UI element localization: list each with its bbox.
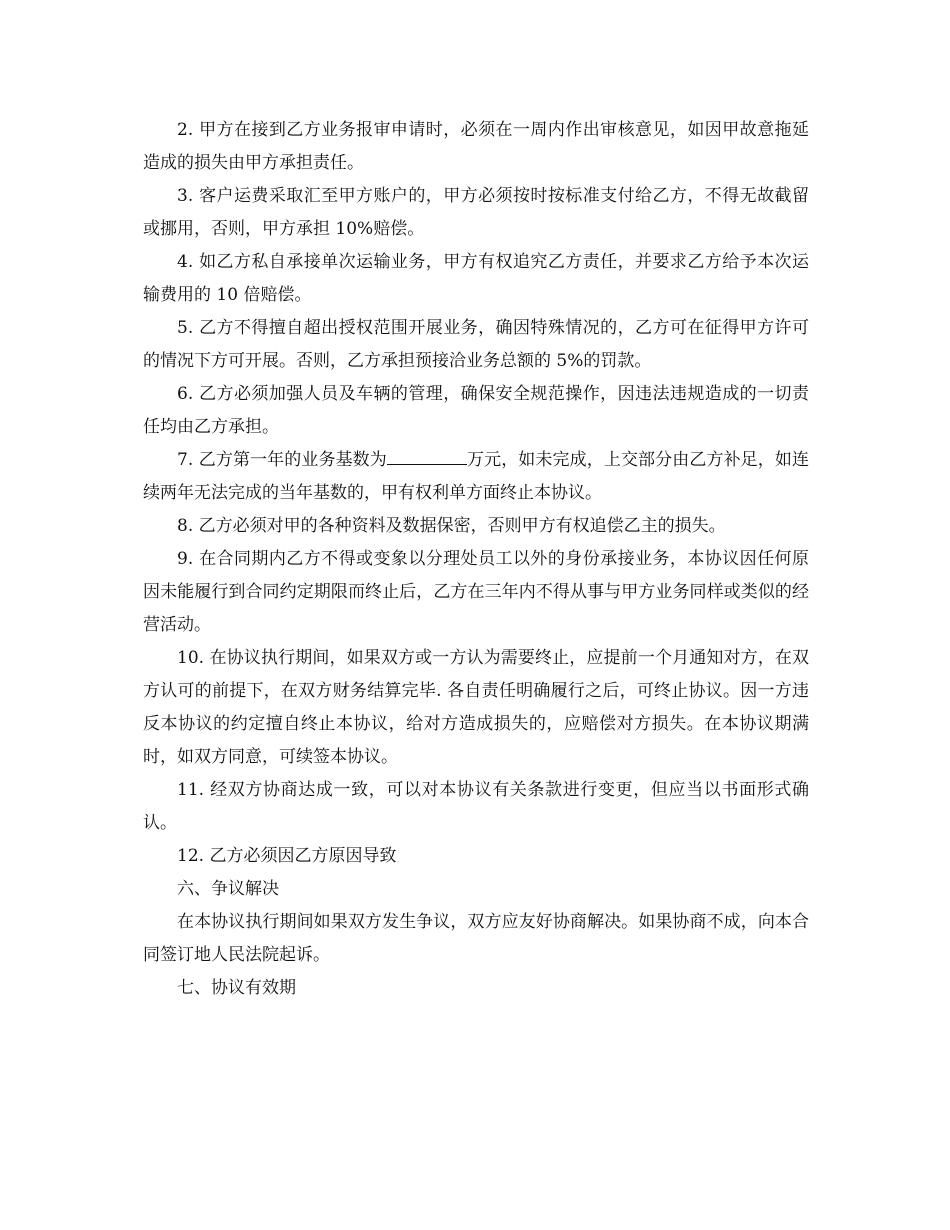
clause-8: 8. 乙方必须对甲的各种资料及数据保密，否则甲方有权追偿乙主的损失。 [177,516,726,536]
clause-4: 4. 如乙方私自承接单次运输业务，甲方有权追究乙方责任，并要求乙方给予本次运输费用的 10 倍赔偿。 [143,252,809,305]
clause-12: 12. 乙方必须因乙方原因导致 [177,846,397,866]
clause-2: 2. 甲方在接到乙方业务报审申请时，必须在一周内作出审核意见，如因甲故意拖延造成的损失由甲方承担责任。 [143,120,809,173]
clause-7-after: 万元，如未完成，上交部分由乙方补足，如连续两年无法完成的当年基数的，甲有权利单方面终止本协议。 [143,450,809,503]
clause-11: 11. 经双方协商达成一致，可以对本协议有关条款进行变更，但应当以书面形式确认。 [143,780,809,833]
section-heading-dispute: 六、争议解决 [177,879,279,899]
clause-6: 6. 乙方必须加强人员及车辆的管理，确保安全规范操作，因违法违规造成的一切责任均由乙方承担。 [143,384,809,437]
clause-7 [143,444,809,510]
dispute-text: 在本协议执行期间如果双方发生争议，双方应友好协商解决。如果协商不成，向本合同签订地人民法院起诉。 [143,912,809,965]
clause-7-before: 7. 乙方第一年的业务基数为 [177,450,387,470]
clause-9: 9. 在合同期内乙方不得或变象以分理处员工以外的身份承接业务，本协议因任何原因未能履行到合同约定期限而终止后，乙方在三年内不得从事与甲方业务同样或类似的经营活动。 [143,549,809,635]
section-heading-validity: 七、协议有效期 [177,978,296,998]
clause-10: 10. 在协议执行期间，如果双方或一方认为需要终止，应提前一个月通知对方，在双方认可的前提下，在双方财务结算完毕. 各自责任明确履行之后，可终止协议。因一方违反本协议的约定擅自终止本协议，给对方造成损失的，应赔偿对方损失。在本协议期满时，如双方同意，可续签本协议。 [143,648,809,767]
blank-field [387,446,467,465]
document-page [143,114,809,1005]
clause-3: 3. 客户运费采取汇至甲方账户的，甲方必须按时按标准支付给乙方，不得无故截留或挪用，否则，甲方承担 10%赔偿。 [143,186,809,239]
clause-5: 5. 乙方不得擅自超出授权范围开展业务，确因特殊情况的，乙方可在征得甲方许可的情况下方可开展。否则，乙方承担预接洽业务总额的 5%的罚款。 [143,318,809,371]
